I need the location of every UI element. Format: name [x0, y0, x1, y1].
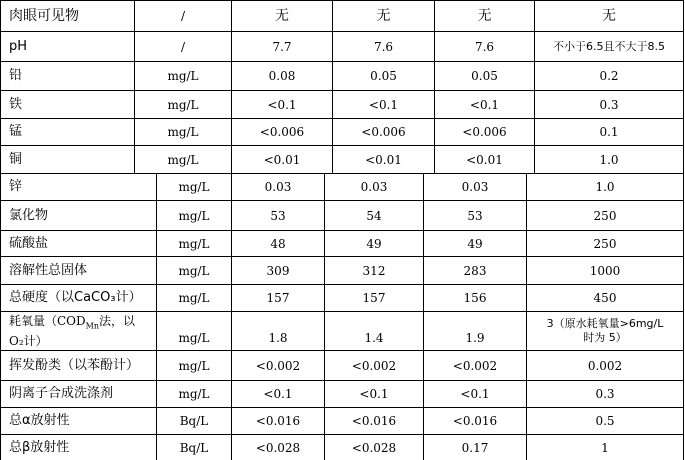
value-1: 157 [232, 285, 325, 312]
standard-limit: 0.1 [535, 119, 684, 146]
unit: mg/L [135, 119, 232, 146]
value-3: 156 [424, 285, 527, 312]
value-2: <0.016 [325, 408, 424, 435]
value-1: <0.016 [232, 408, 325, 435]
value-1: <0.028 [232, 435, 325, 460]
value-2: 312 [325, 257, 424, 285]
table-row [0, 435, 685, 460]
param-name: 溶解性总固体 [0, 257, 157, 285]
value-1: 48 [232, 231, 325, 257]
value-3: <0.002 [424, 351, 527, 381]
unit: mg/L [135, 91, 232, 119]
value-2: <0.1 [333, 91, 435, 119]
value-1: <0.1 [232, 381, 325, 408]
param-name: 锰 [0, 119, 135, 146]
table-row [0, 312, 685, 351]
value-3: 53 [424, 201, 527, 231]
value-3: <0.1 [424, 381, 527, 408]
value-1: <0.006 [232, 119, 333, 146]
standard-limit-line-1: 3（原水耗氧量>6mg/L [546, 317, 664, 330]
value-2: 0.03 [325, 174, 424, 201]
value-2: <0.028 [325, 435, 424, 460]
unit: mg/L [157, 312, 232, 351]
value-3: 无 [435, 0, 535, 32]
param-name: 铁 [0, 91, 135, 119]
param-name-line-2: O₂计） [9, 333, 48, 348]
param-name-part: 法，以 [99, 314, 136, 329]
value-2: <0.002 [325, 351, 424, 381]
param-name: 肉眼可见物 [0, 0, 135, 32]
table-row [0, 0, 685, 32]
table-row [0, 62, 685, 91]
value-1: <0.002 [232, 351, 325, 381]
table-row [0, 119, 685, 146]
table-row [0, 146, 685, 174]
value-3: 49 [424, 231, 527, 257]
table-row [0, 231, 685, 257]
standard-limit-line-2: 时为 5） [583, 331, 627, 344]
unit: mg/L [157, 174, 232, 201]
unit: mg/L [157, 381, 232, 408]
unit: mg/L [135, 146, 232, 174]
unit: mg/L [157, 285, 232, 312]
value-1: 0.08 [232, 62, 333, 91]
standard-limit: 1000 [527, 257, 684, 285]
standard-limit: 0.002 [527, 351, 684, 381]
value-3: 7.6 [435, 32, 535, 62]
param-name: pH [0, 32, 135, 62]
unit: Bq/L [157, 435, 232, 460]
value-1: 7.7 [232, 32, 333, 62]
value-3: <0.01 [435, 146, 535, 174]
value-2: 1.4 [325, 312, 424, 351]
value-1: 无 [232, 0, 333, 32]
unit: mg/L [157, 231, 232, 257]
table-row [0, 351, 685, 381]
param-name-part: 耗氧量（COD [9, 314, 86, 329]
unit: mg/L [157, 351, 232, 381]
table-row [0, 381, 685, 408]
unit: / [135, 32, 232, 62]
param-name: 硫酸盐 [0, 231, 157, 257]
table-row [0, 408, 685, 435]
value-2: 54 [325, 201, 424, 231]
standard-limit: 250 [527, 231, 684, 257]
value-2: 49 [325, 231, 424, 257]
standard-limit: 无 [535, 0, 684, 32]
value-3: <0.016 [424, 408, 527, 435]
unit: mg/L [157, 257, 232, 285]
param-name [0, 312, 157, 351]
param-name: 铜 [0, 146, 135, 174]
value-1: <0.1 [232, 91, 333, 119]
param-name: 挥发酚类（以苯酚计） [0, 351, 157, 381]
table-row [0, 201, 685, 231]
standard-limit: 0.2 [535, 62, 684, 91]
value-2: 7.6 [333, 32, 435, 62]
value-2: 无 [333, 0, 435, 32]
param-name-line-1 [9, 314, 135, 333]
value-1: 309 [232, 257, 325, 285]
unit: mg/L [157, 201, 232, 231]
unit: Bq/L [157, 408, 232, 435]
table-row [0, 91, 685, 119]
value-3: <0.006 [435, 119, 535, 146]
param-name: 总β放射性 [0, 435, 157, 460]
value-2: <0.1 [325, 381, 424, 408]
value-1: <0.01 [232, 146, 333, 174]
param-name: 总硬度（以CaCO₃计） [0, 285, 157, 312]
value-1: 0.03 [232, 174, 325, 201]
standard-limit: 0.5 [527, 408, 684, 435]
value-2: <0.006 [333, 119, 435, 146]
value-2: 157 [325, 285, 424, 312]
table-row [0, 32, 685, 62]
standard-limit [527, 312, 684, 351]
standard-limit: 450 [527, 285, 684, 312]
standard-limit: 1 [527, 435, 684, 460]
value-2: <0.01 [333, 146, 435, 174]
unit: mg/L [135, 62, 232, 91]
value-3: <0.1 [435, 91, 535, 119]
table-row [0, 285, 685, 312]
value-3: 1.9 [424, 312, 527, 351]
standard-limit: 0.3 [535, 91, 684, 119]
param-name: 阴离子合成洗涤剂 [0, 381, 157, 408]
table-row [0, 257, 685, 285]
value-3: 0.17 [424, 435, 527, 460]
standard-limit: 不小于6.5且不大于8.5 [535, 32, 684, 62]
table-row [0, 174, 685, 201]
value-3: 0.05 [435, 62, 535, 91]
value-1: 53 [232, 201, 325, 231]
value-2: 0.05 [333, 62, 435, 91]
param-name: 锌 [0, 174, 157, 201]
param-name: 铅 [0, 62, 135, 91]
value-3: 283 [424, 257, 527, 285]
standard-limit: 0.3 [527, 381, 684, 408]
param-name: 总α放射性 [0, 408, 157, 435]
param-name-subscript: Mn [85, 321, 99, 331]
param-name: 氯化物 [0, 201, 157, 231]
value-3: 0.03 [424, 174, 527, 201]
standard-limit: 1.0 [527, 174, 684, 201]
unit: / [135, 0, 232, 32]
standard-limit: 1.0 [535, 146, 684, 174]
standard-limit: 250 [527, 201, 684, 231]
value-1: 1.8 [232, 312, 325, 351]
